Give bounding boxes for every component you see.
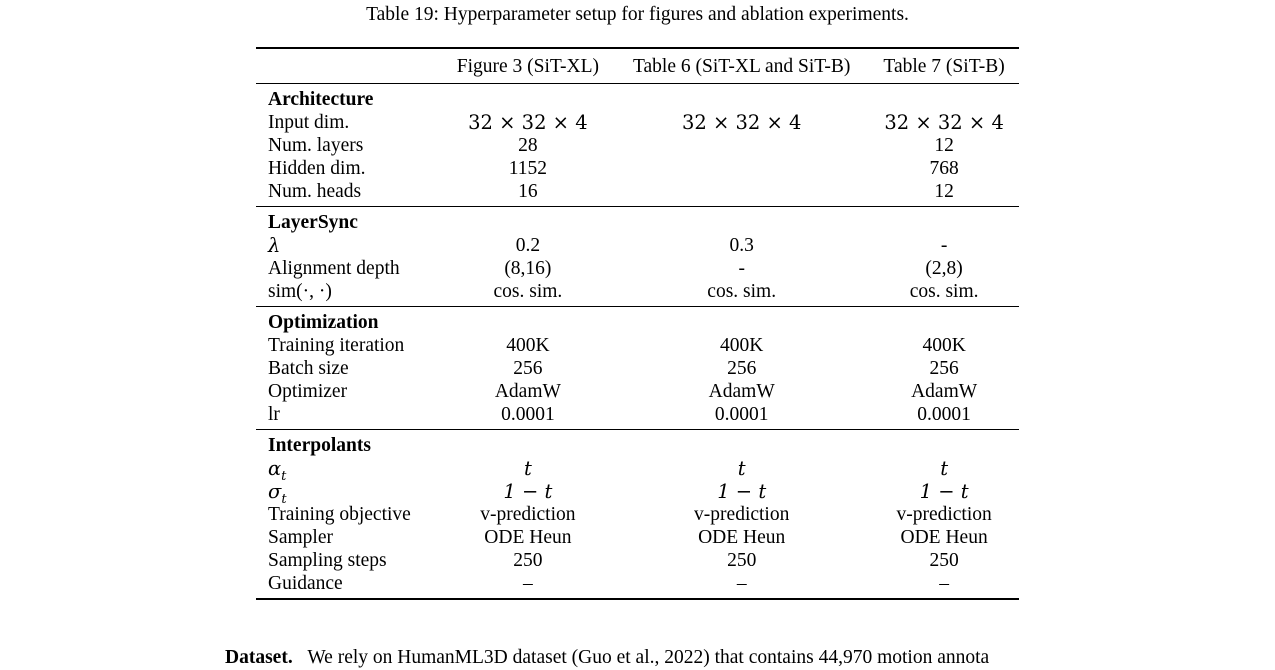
row-label: Batch size [268,358,349,379]
cell: t [737,457,746,480]
subscript: t [281,491,287,507]
cell: 0.0001 [501,404,555,425]
section-architecture [256,84,1019,207]
section-layersync [256,207,1019,307]
row-label [256,457,442,484]
row-label: Guidance [256,572,442,599]
cell: 250 [513,550,543,571]
cell: 28 [518,135,538,156]
table-row [256,549,1019,572]
row-label: Alignment depth [268,258,400,279]
cell: 0.3 [729,235,754,256]
section-interpolants [256,430,1019,600]
cell: 250 [727,550,757,571]
row-label: Sampler [268,527,333,548]
cell [614,157,869,180]
table-row [256,280,1019,307]
table-row [256,234,1019,257]
cell: ODE Heun [900,527,988,548]
paragraph-heading: Dataset. [225,647,293,668]
cell: 1 − t [717,480,767,503]
cell: – [869,572,1019,599]
row-label: Num. layers [268,135,364,156]
cell: t [940,457,949,480]
cell: cos. sim. [909,281,979,302]
cell: AdamW [911,381,978,402]
row-label: lr [268,404,280,425]
cell: 1 − t [503,480,553,503]
cell: ODE Heun [484,527,572,548]
subscript: t [281,468,287,484]
paragraph-text: We rely on HumanML3D dataset (Guo et al., 2022) that contains 44,970 motion annota [307,647,990,668]
alpha-symbol: α [268,457,282,480]
hyperparameter-table [256,47,1019,600]
cell: AdamW [708,381,775,402]
cell: - [738,258,745,279]
row-label: Optimizer [268,381,348,402]
cell: 768 [929,158,959,179]
column-header-figure3: Figure 3 (SiT-XL) [442,48,615,84]
cell: 400K [506,335,550,356]
cell: 12 [934,181,954,202]
sigma-symbol: σ [268,480,282,503]
cell: 12 [934,135,954,156]
table-row [256,134,1019,157]
cell: v-prediction [480,504,576,525]
column-header-empty [256,48,442,84]
cell: 256 [727,358,757,379]
cell: 400K [922,335,966,356]
cell: - [940,235,948,256]
cell: 0.0001 [917,404,971,425]
cell: – [614,572,869,599]
table-row [256,572,1019,599]
cell: 1152 [508,158,548,179]
cell: 256 [513,358,543,379]
cell: (2,8) [925,258,963,279]
section-optimization [256,307,1019,430]
cell: – [442,572,615,599]
cell: cos. sim. [493,281,563,302]
table-row [256,357,1019,380]
row-label: λ [268,234,281,257]
section-title: Architecture [268,89,374,110]
table-row [256,257,1019,280]
cell: 256 [929,358,959,379]
cell: v-prediction [694,504,790,525]
dataset-paragraph [225,646,989,670]
table-row [256,157,1019,180]
cell: AdamW [494,381,561,402]
cell: 400K [720,335,764,356]
cell: 0.2 [515,235,541,256]
cell: ODE Heun [698,527,786,548]
table-row [256,334,1019,357]
column-header-table7: Table 7 (SiT-B) [869,48,1019,84]
table-row [256,480,1019,503]
table-row [256,380,1019,403]
table-row [256,503,1019,526]
cell: t [523,457,532,480]
cell: (8,16) [504,258,552,279]
row-label: Sampling steps [268,550,387,571]
cell: cos. sim. [707,281,777,302]
table-row [256,111,1019,134]
table-row [256,526,1019,549]
cell: 32 × 32 × 4 [468,111,588,134]
cell: 16 [518,181,538,202]
row-label: Num. heads [268,181,362,202]
cell: 32 × 32 × 4 [681,111,802,134]
row-label [256,480,442,507]
row-label: Hidden dim. [268,158,366,179]
table-row [256,403,1019,430]
cell: v-prediction [896,504,992,525]
table-caption: Table 19: Hyperparameter setup for figures and ablation experiments. [366,4,909,25]
row-label: Training objective [268,504,411,525]
section-title: LayerSync [256,207,1019,235]
cell: 0.0001 [714,404,769,425]
row-label: Training iteration [268,335,405,356]
table-row [256,180,1019,207]
table-header-row [256,48,1019,84]
row-label: sim(·, ·) [268,281,332,302]
cell [614,180,869,207]
section-title: Optimization [256,307,1019,335]
row-label: Input dim. [268,112,350,133]
cell [614,134,869,157]
column-header-table6: Table 6 (SiT-XL and SiT-B) [614,48,869,84]
cell: 1 − t [919,480,969,503]
cell: 250 [929,550,959,571]
section-title: Interpolants [256,430,1019,458]
table-row [256,457,1019,480]
cell: 32 × 32 × 4 [884,111,1004,134]
